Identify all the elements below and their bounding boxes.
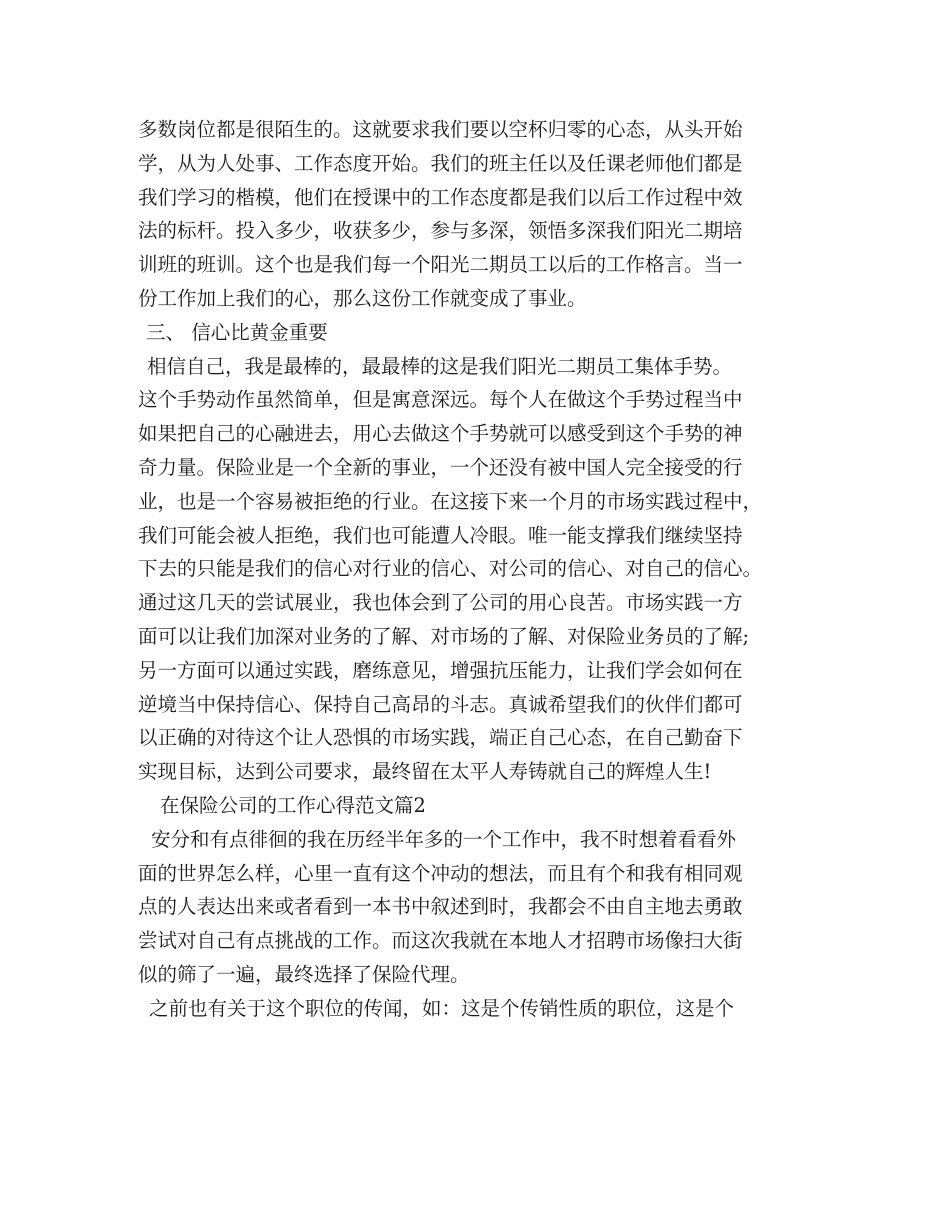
article-title-2: 在保险公司的工作心得范文篇2 <box>160 793 426 817</box>
text-line-9: 这个手势动作虽然简单，但是寓意深远。每个人在做这个手势过程当中 <box>138 388 743 412</box>
text-line-4: 法的标杆。投入多少，收获多少，参与多深，领悟多深我们阳光二期培 <box>138 219 743 243</box>
text-line-15: 通过这几天的尝试展业，我也体会到了公司的用心良苦。市场实践一方 <box>138 591 743 615</box>
document-body <box>138 113 818 1026</box>
text-line-13: 我们可能会被人拒绝，我们也可能遭人冷眼。唯一能支撑我们继续坚持 <box>138 523 743 547</box>
text-line-2: 学，从为人处事、工作态度开始。我们的班主任以及任课老师他们都是 <box>138 151 743 175</box>
text-line-20: 实现目标，达到公司要求，最终留在太平人寿铸就自己的辉煌人生! <box>138 760 712 784</box>
text-line-3: 我们学习的楷模，他们在授课中的工作态度都是我们以后工作过程中效 <box>138 185 743 209</box>
text-line-24: 点的人表达出来或者看到一本书中叙述到时，我都会不由自主地去勇敢 <box>138 895 743 919</box>
text-line-8: 相信自己，我是最棒的，最最棒的这是我们阳光二期员工集体手势。 <box>147 354 733 378</box>
section-heading-3: 三、 信心比黄金重要 <box>146 320 328 344</box>
text-line-18: 逆境当中保持信心、保持自己高昂的斗志。真诚希望我们的伙伴们都可 <box>138 692 743 716</box>
text-line-23: 面的世界怎么样，心里一直有这个冲动的想法，而且有个和我有相同观 <box>138 861 743 885</box>
text-line-27: 之前也有关于这个职位的传闻，如：这是个传销性质的职位，这是个 <box>149 996 735 1020</box>
text-line-26: 似的筛了一遍，最终选择了保险代理。 <box>138 962 470 986</box>
text-line-6: 份工作加上我们的心，那么这份工作就变成了事业。 <box>138 286 587 310</box>
text-line-17: 另一方面可以通过实践，磨练意见，增强抗压能力，让我们学会如何在 <box>138 658 743 682</box>
text-line-16: 面可以让我们加深对业务的了解、对市场的了解、对保险业务员的了解; <box>138 624 750 648</box>
text-line-12: 业，也是一个容易被拒绝的行业。在这接下来一个月的市场实践过程中， <box>138 489 763 513</box>
text-line-14: 下去的只能是我们的信心对行业的信心、对公司的信心、对自己的信心。 <box>138 557 763 581</box>
text-line-1: 多数岗位都是很陌生的。这就要求我们要以空杯归零的心态，从头开始 <box>138 118 743 141</box>
text-line-25: 尝试对自己有点挑战的工作。而这次我就在本地人才招聘市场像扫大街 <box>138 929 743 953</box>
text-line-5: 训班的班训。这个也是我们每一个阳光二期员工以后的工作格言。当一 <box>138 253 743 277</box>
text-line-19: 以正确的对待这个让人恐惧的市场实践，端正自己心态，在自己勤奋下 <box>138 726 743 750</box>
text-line-11: 奇力量。保险业是一个全新的事业，一个还没有被中国人完全接受的行 <box>138 455 743 479</box>
text-line-10: 如果把自己的心融进去，用心去做这个手势就可以感受到这个手势的神 <box>138 422 743 446</box>
text-line-22: 安分和有点徘徊的我在历经半年多的一个工作中，我不时想着看看外 <box>151 827 737 851</box>
